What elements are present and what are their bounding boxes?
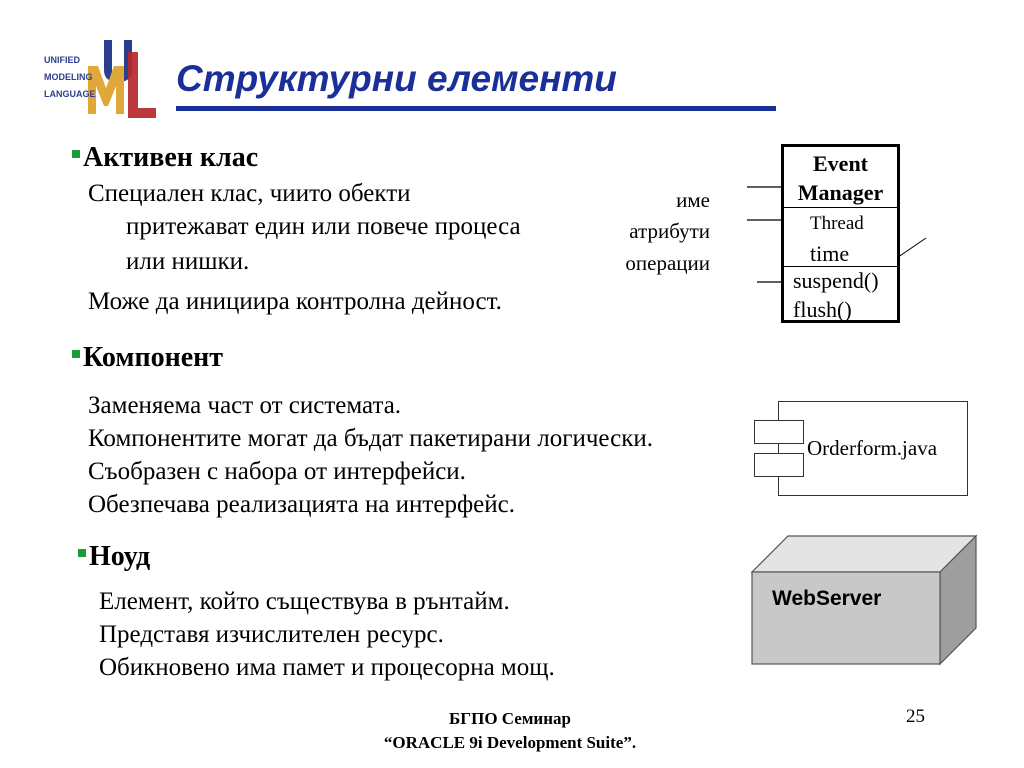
active-class-heading <box>72 142 258 174</box>
node-line-1: Елемент, който съществува в рънтайм. <box>99 588 510 615</box>
node-line-2: Представя изчислителен ресурс. <box>99 621 444 648</box>
component-line-2: Компонентите могат да бъдат пакетирани логически. <box>88 425 653 452</box>
logo-text <box>44 52 96 103</box>
node-top-face <box>752 536 976 572</box>
title-underline <box>176 106 776 111</box>
component-heading-text: Компонент <box>83 342 224 373</box>
class-name-line-1: Event <box>813 151 868 176</box>
node-line-3: Обикновено има памет и процесорна мощ. <box>99 654 555 681</box>
component-line-1: Заменяема част от системата. <box>88 392 402 419</box>
class-name <box>784 147 897 207</box>
active-class-line-1: Специален клас, чиито обекти <box>88 180 411 207</box>
component-tab-top <box>754 420 804 444</box>
footer-line-1: БГПО Семинар <box>449 709 571 728</box>
bullet-square-icon <box>72 150 80 158</box>
class-attribute-2: time <box>810 241 850 266</box>
class-operation-2: flush() <box>793 297 852 322</box>
active-class-heading-text: Активен клас <box>83 142 259 173</box>
label-operations: операции <box>625 251 710 275</box>
page-number: 25 <box>906 706 925 727</box>
component-line-4: Обезпечава реализацията на интерфейс. <box>88 491 515 518</box>
active-class-box <box>781 144 900 323</box>
logo-line-2: MODELING <box>44 72 93 82</box>
uml-logo <box>44 30 160 120</box>
component-tab-bottom <box>754 453 804 477</box>
logo-line-3: LANGUAGE <box>44 89 96 99</box>
class-operation-1: suspend() <box>793 268 879 293</box>
component-box <box>778 401 968 496</box>
node-front-face <box>752 572 940 664</box>
label-name: име <box>676 188 710 212</box>
node-label: WebServer <box>772 587 882 610</box>
logo-line-1: UNIFIED <box>44 55 80 65</box>
bullet-square-icon <box>78 549 86 557</box>
component-label: Orderform.java <box>807 436 938 460</box>
label-attributes: атрибути <box>629 219 710 243</box>
class-attribute-1: Thread <box>810 213 864 234</box>
component-line-3: Съобразен с набора от интерфейси. <box>88 458 466 485</box>
node-heading-text: Ноуд <box>89 541 151 572</box>
class-name-line-2: Manager <box>797 180 884 205</box>
slide-title: Структурни елементи <box>176 58 617 99</box>
footer-line-2: “ORACLE 9i Development Suite”. <box>383 733 637 752</box>
bullet-square-icon <box>72 350 80 358</box>
active-class-line-2: притежават един или повече процеса <box>126 213 521 240</box>
node-heading <box>78 541 150 573</box>
footer <box>300 707 720 755</box>
active-class-line-4: Може да инициира контролна дейност. <box>88 288 502 315</box>
active-class-line-3: или нишки. <box>126 248 250 275</box>
component-heading <box>72 342 223 374</box>
class-divider-1 <box>784 207 897 208</box>
class-divider-2 <box>784 266 897 267</box>
